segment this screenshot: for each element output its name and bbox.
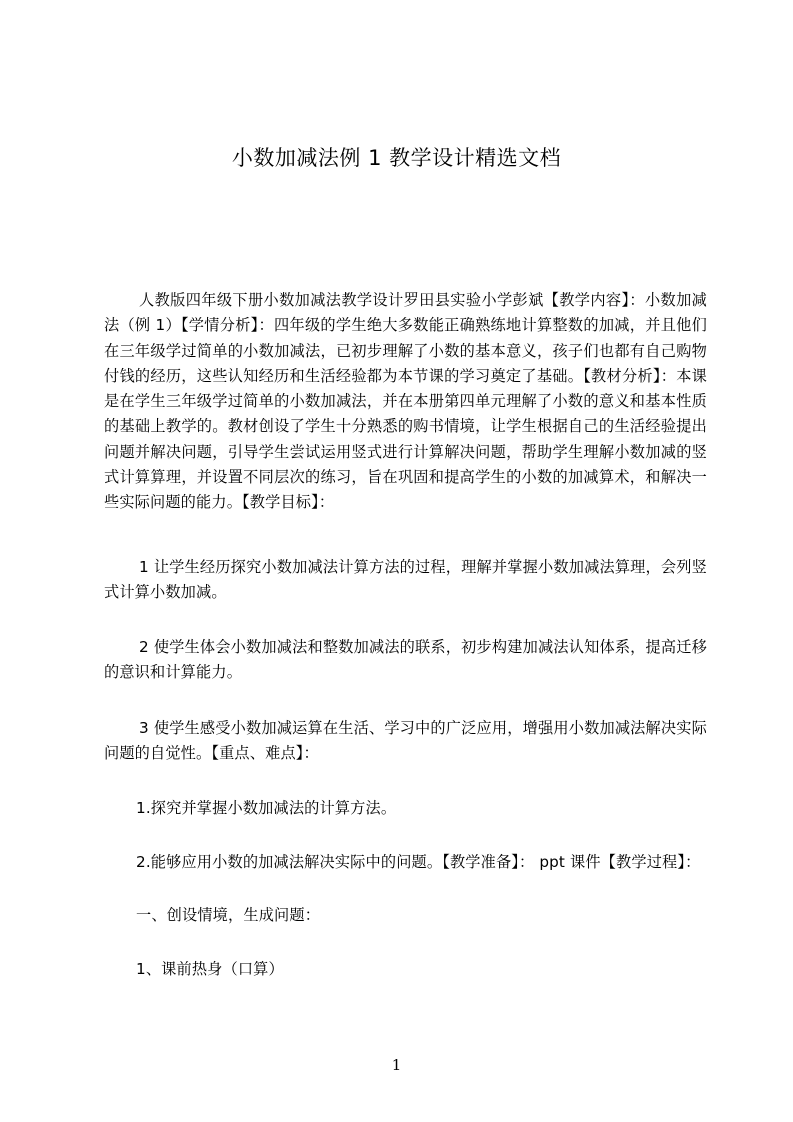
objective-2-paragraph: 2 使学生体会小数加减法和整数加减法的联系，初步构建加减法认知体系，提高迁移的意识和计算能力。 bbox=[104, 638, 707, 682]
document-title: 小数加减法例 1 教学设计精选文档 bbox=[231, 146, 562, 170]
section-1-heading: 一、创设情境，生成问题： bbox=[136, 906, 321, 924]
page-number: 1 bbox=[391, 1056, 402, 1074]
intro-paragraph: 人教版四年级下册小数加减法教学设计罗田县实验小学彭斌【教学内容】：小数加减法（例 1）【学情分析】：四年级的学生绝大多数能正确熟练地计算整数的加减，并且他们在三年级学过简单的小数加减法，已初步理解了小数的基本意义，孩子们也都有自己购物付钱的经历，这些认知经历和生活经验都为本节课的学习奠定了基础。【教材分析】：本课是在学生三年级学过简单的小数加减法，并在本册第四单元理解了小数的意义和基本性质的基础上教学的。教材创设了学生十分熟悉的购书情境，让学生根据自己的生活经验提出问题并解决问题，引导学生尝试运用竖式进行计算解决问题，帮助学生理解小数加减的竖式计算算理，并设置不同层次的练习，旨在巩固和提高学生的小数的加减算术，和解决一些实际问题的能力。【教学目标】： bbox=[104, 291, 707, 512]
objective-3-paragraph: 3 使学生感受小数加减运算在生活、学习中的广泛应用，增强用小数加减法解决实际问题的自觉性。【重点、难点】： bbox=[104, 719, 707, 763]
key-point-1-paragraph: 1.探究并掌握小数加减法的计算方法。 bbox=[136, 799, 397, 817]
objective-1-paragraph: 1 让学生经历探究小数加减法计算方法的过程，理解并掌握小数加减法算理，会列竖式计算小数加减。 bbox=[104, 558, 707, 602]
subsection-1-heading: 1、课前热身（口算） bbox=[136, 960, 284, 978]
key-point-2-paragraph: 2.能够应用小数的加减法解决实际中的问题。【教学准备】： ppt 课件【教学过程】： bbox=[136, 853, 701, 871]
